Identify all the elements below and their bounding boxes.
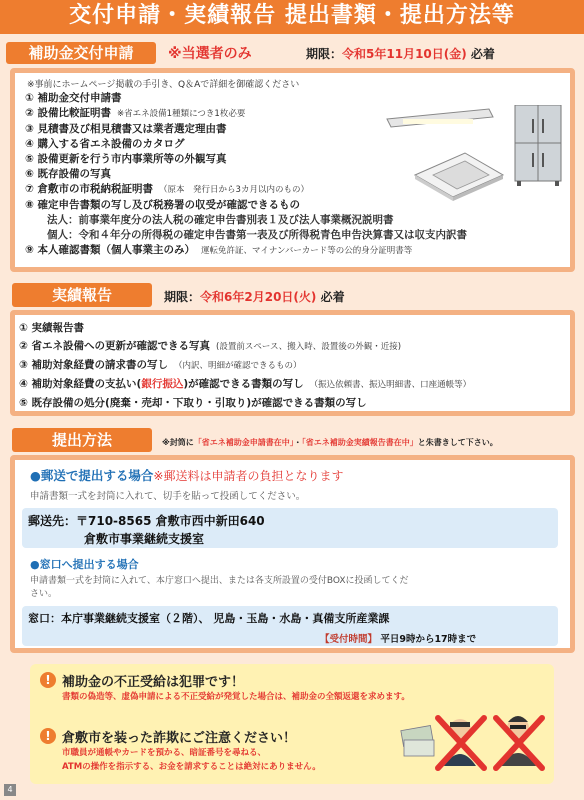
warning-icon: ! [40,672,56,688]
apply-item: ⑤ 設備更新を行う市内事業所等の外観写真 [25,153,227,165]
page-title: 交付申請・実績報告 提出書類・提出方法等 [0,0,584,34]
report-item: ④ 補助対象経費の支払い(銀行振込)が確認できる書類の写し （振込依頼書、振込明細書、口座通帳等） [19,378,472,390]
window-location: 窓口：本庁事業継続支援室（２階）、 児島・玉島・水島・真備支所産業課 [28,612,390,625]
warning-scam-text: ATMの操作を指示する、お金を請求することは絶対にありません。 [62,762,321,772]
report-item: ③ 補助対象経費の請求書の写し （内訳、明細が確認できるもの） [19,359,302,371]
warning-scam-title: 倉敷市を装った詐欺にご注意ください！ [62,731,297,746]
report-item: ① 実績報告書 [19,322,85,334]
apply-item: ② 設備比較証明書 ※省エネ設備1種類につき1枚必要 [25,107,246,119]
air-conditioner-icon [415,153,503,201]
apply-item: ④ 購入する省エネ設備のカタログ [25,138,185,150]
apply-item8-note: 個人：令和４年分の所得税の確定申告書第一表及び所得税青色申告決算書又は収支内訳書 [47,229,467,241]
apply-panel [10,68,575,272]
money-icon [401,726,434,756]
window-method-heading: ●窓口へ提出する場合 [30,558,139,571]
report-item-list [19,319,471,412]
warning-fraud-text: 書類の偽造等、虚偽申請による不正受給が発覚した場合は、補助金の全額返還を求めます。 [62,692,410,702]
apply-item: ① 補助金交付申請書 [25,92,122,104]
apply-item8-note: 法人：前事業年度分の法人税の確定申告書別表１及び法人事業概況説明書 [47,214,394,226]
scam-illustration [400,708,550,780]
refrigerator-icon [515,105,561,186]
report-panel [10,310,575,416]
mail-method-heading: ●郵送で提出する場合※郵送料は申請者の負担となります [30,468,344,483]
apply-deadline: 期限：令和5年11月10日(金) 必着 [306,47,495,61]
equipment-illustration [385,105,565,265]
page-number: 4 [4,784,16,796]
window-method-body: さい。 [30,589,58,599]
window-method-body: 申請書類一式を封筒に入れて、本庁窓口へ提出、または各支所設置の受付BOXに投函してくだ [30,576,409,586]
mail-method-body: 申請書類一式を封筒に入れて、切手を貼って投函してください。 [30,491,306,502]
apply-item: ⑦ 倉敷市の市税納税証明書 （原本 発行日から3カ月以内のもの） [25,183,309,195]
ceiling-light-icon [387,109,493,127]
report-item: ② 省エネ設備への更新が確認できる写真 (設置前スペース、搬入時、設置後の外観・近接) [19,340,402,352]
mail-recipient: 倉敷市事業継続支援室 [84,532,205,546]
reception-hours: 【受付時間】 平日9時から17時まで [320,634,477,645]
warning-scam-text: 市職員が通帳やカードを預かる、暗証番号を尋ねる、 [62,748,267,758]
apply-item: ③ 見積書及び相見積書又は業者選定理由書 [25,123,227,135]
report-item: ⑤ 既存設備の処分(廃棄・売却・下取り・引取り)が確認できる書類の写し [19,397,367,409]
warning-fraud-title: 補助金の不正受給は犯罪です！ [62,675,245,690]
warning-icon: ! [40,728,56,744]
mail-address: 郵送先：〒710-8565 倉敷市西中新田640 [28,514,265,528]
submit-section-tab: 提出方法 [12,428,152,452]
apply-item: ⑨ 本人確認書類（個人事業主のみ） 運転免許証、マイナンバーカード等の公的身分証明書等 [25,244,413,256]
envelope-note: ※封筒に「省エネ補助金申請書在中」・「省エネ補助金実績報告書在中」と朱書きして下さい。 [162,438,498,447]
report-section-tab: 実績報告 [12,283,152,307]
apply-intro: ※事前にホームページ掲載の手引き、Q＆Aで詳細を御確認ください [27,80,300,90]
apply-item: ⑧ 確定申告書類の写し及び税務署の収受が確認できるもの [25,199,301,211]
apply-winner-only: ※当選者のみ [168,46,252,62]
apply-section-tab: 補助金交付申請 [6,42,156,64]
apply-item: ⑥ 既存設備の写真 [25,168,112,180]
report-deadline: 期限：令和6年2月20日(火) 必着 [164,290,345,304]
